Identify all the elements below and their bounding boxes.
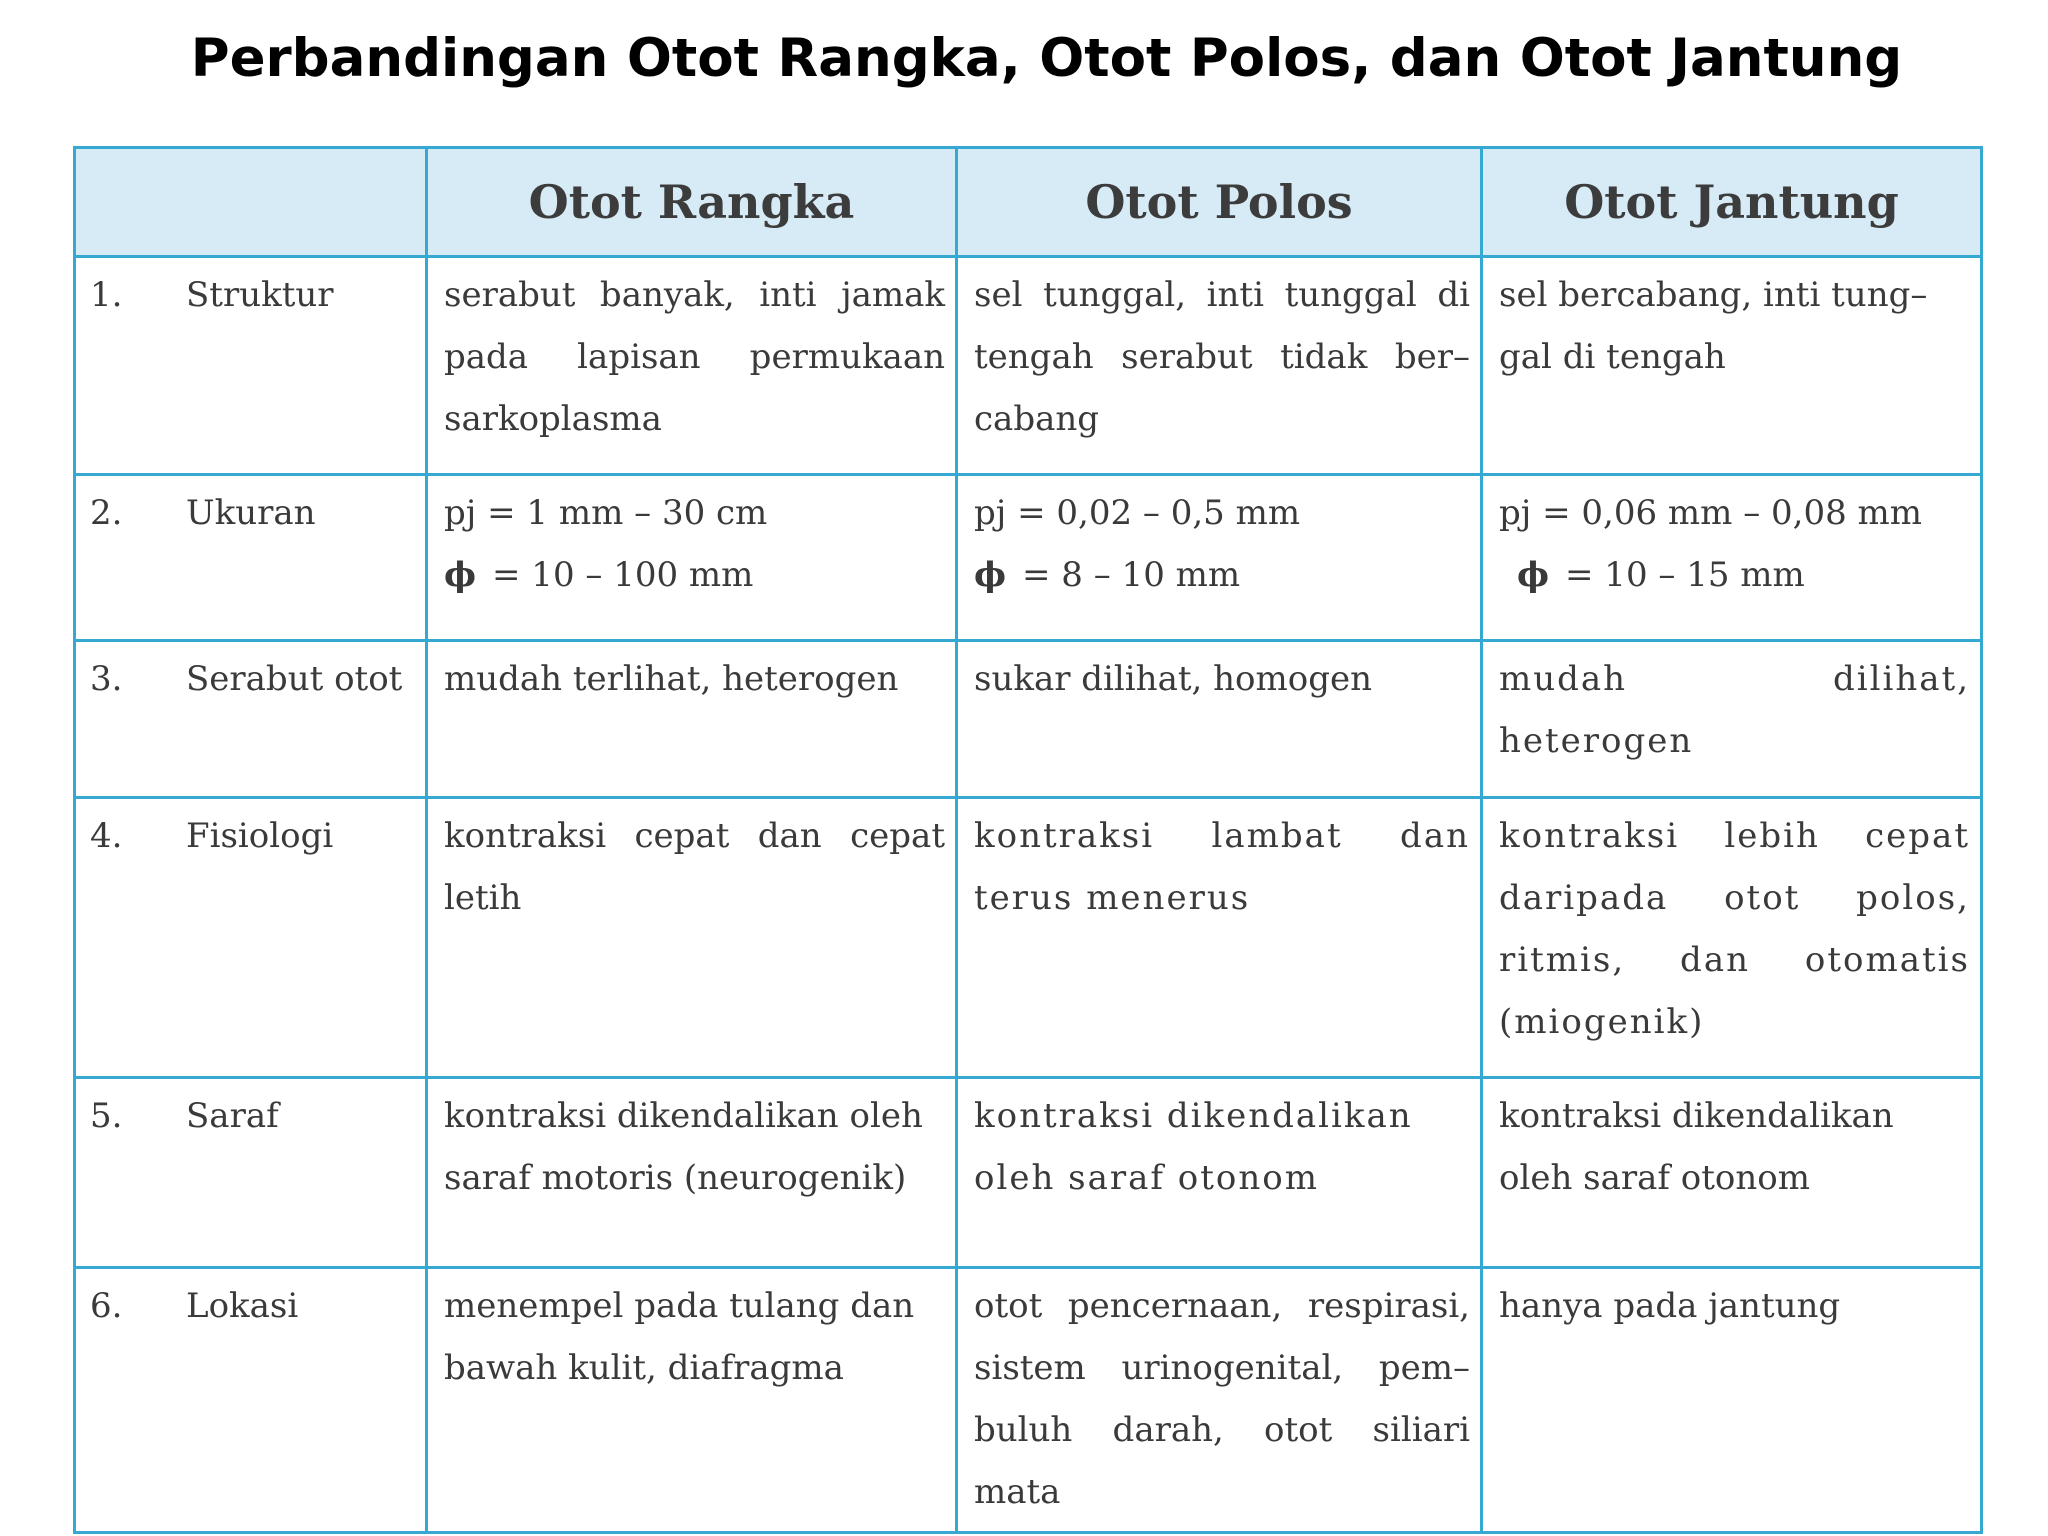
cell-jantung: kontraksi lebih cepat daripada otot polos, ritmis, dan otomatis (miogenik) xyxy=(1482,798,1982,1078)
row-label: Ukuran xyxy=(186,493,316,533)
row-label: Fisiologi xyxy=(186,816,334,856)
row-number: 6. xyxy=(90,1286,123,1326)
row-number: 4. xyxy=(90,816,123,856)
row-label-cell xyxy=(75,798,427,1078)
row-label-cell xyxy=(75,641,427,798)
cell-jantung: kontraksi dikendalikan oleh saraf otonom xyxy=(1482,1078,1982,1268)
table-row xyxy=(75,257,1982,475)
diameter-symbol: ϕ xyxy=(444,555,477,595)
diameter-symbol: ϕ xyxy=(974,555,1007,595)
cell-jantung: hanya pada jantung xyxy=(1482,1268,1982,1533)
cell-rangka: kontraksi dikendalikan oleh saraf motoris (neurogenik) xyxy=(427,1078,957,1268)
cell-polos xyxy=(957,475,1482,641)
length-value: pj = 0,06 mm – 0,08 mm xyxy=(1499,493,1923,533)
cell-polos: otot pencernaan, respirasi, sistem urinogenital, pem– buluh darah, otot siliari mata xyxy=(957,1268,1482,1533)
cell-rangka: serabut banyak, inti jamak pada lapisan permukaan sarkoplasma xyxy=(427,257,957,475)
header-empty xyxy=(75,148,427,257)
cell-polos: sukar dilihat, homogen xyxy=(957,641,1482,798)
cell-rangka: kontraksi cepat dan cepat letih xyxy=(427,798,957,1078)
row-label: Saraf xyxy=(186,1096,279,1136)
comparison-table xyxy=(73,146,1983,1534)
row-label: Struktur xyxy=(186,275,334,315)
header-otot-jantung: Otot Jantung xyxy=(1482,148,1982,257)
length-value: pj = 1 mm – 30 cm xyxy=(444,493,768,533)
row-label-cell xyxy=(75,257,427,475)
table-row xyxy=(75,1078,1982,1268)
diameter-value: = 8 – 10 mm xyxy=(1022,555,1241,595)
cell-rangka xyxy=(427,475,957,641)
row-label-cell xyxy=(75,1268,427,1533)
table-row xyxy=(75,641,1982,798)
cell-jantung: sel bercabang, inti tung– gal di tengah xyxy=(1482,257,1982,475)
cell-polos: sel tunggal, inti tunggal di tengah serabut tidak ber– cabang xyxy=(957,257,1482,475)
row-label: Serabut otot xyxy=(186,659,403,699)
row-number: 5. xyxy=(90,1096,123,1136)
cell-jantung xyxy=(1482,475,1982,641)
header-otot-polos: Otot Polos xyxy=(957,148,1482,257)
cell-rangka: menempel pada tulang dan bawah kulit, diafragma xyxy=(427,1268,957,1533)
diameter-symbol: ϕ xyxy=(1517,555,1550,595)
table-row xyxy=(75,475,1982,641)
cell-polos: kontraksi dikendalikan oleh saraf otonom xyxy=(957,1078,1482,1268)
table-row xyxy=(75,798,1982,1078)
length-value: pj = 0,02 – 0,5 mm xyxy=(974,493,1301,533)
row-number: 2. xyxy=(90,493,123,533)
table-header-row xyxy=(75,148,1982,257)
header-otot-rangka: Otot Rangka xyxy=(427,148,957,257)
cell-rangka: mudah terlihat, heterogen xyxy=(427,641,957,798)
cell-jantung: mudah dilihat, heterogen xyxy=(1482,641,1982,798)
page-title: Perbandingan Otot Rangka, Otot Polos, dan Otot Jantung xyxy=(190,28,1903,89)
cell-polos: kontraksi lambat dan terus menerus xyxy=(957,798,1482,1078)
row-label: Lokasi xyxy=(186,1286,299,1326)
table-row xyxy=(75,1268,1982,1533)
row-label-cell xyxy=(75,1078,427,1268)
row-label-cell xyxy=(75,475,427,641)
row-number: 3. xyxy=(90,659,123,699)
diameter-value: = 10 – 100 mm xyxy=(492,555,754,595)
row-number: 1. xyxy=(90,275,123,315)
diameter-value: = 10 – 15 mm xyxy=(1565,555,1805,595)
